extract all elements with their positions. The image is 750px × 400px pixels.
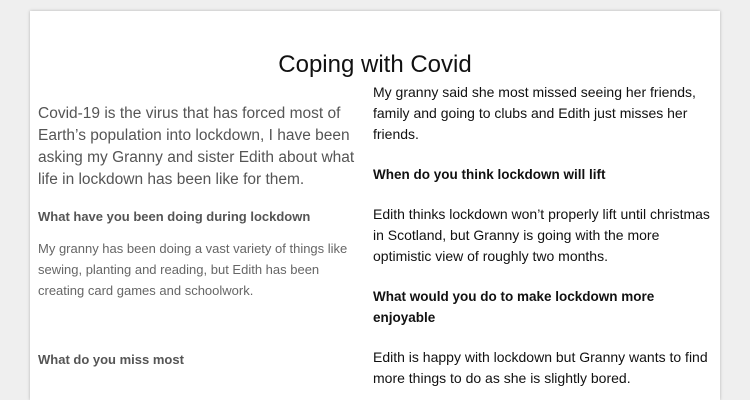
left-column xyxy=(38,103,363,367)
question-heading: What do you miss most xyxy=(38,352,184,367)
answer-paragraph: My granny said she most missed seeing her friends, family and going to clubs and Edith just misses her friends. xyxy=(373,84,696,142)
intro-paragraph: Covid-19 is the virus that has forced most of Earth’s population into lockdown, I have been asking my Granny and sister Edith about what life in lockdown has been like for them. xyxy=(38,105,355,188)
question-heading: When do you think lockdown will lift xyxy=(373,167,606,182)
document-title: Coping with Covid xyxy=(278,51,472,78)
answer-paragraph: My granny has been doing a vast variety of things like sewing, planting and reading, but Edith has been creating card games and schoolwork. xyxy=(38,241,348,298)
right-column xyxy=(373,82,713,389)
question-heading: What have you been doing during lockdown xyxy=(38,209,311,224)
document-page xyxy=(30,11,720,400)
answer-paragraph: Edith thinks lockdown won’t properly lift until christmas in Scotland, but Granny is going with the more optimistic view of roughly two months. xyxy=(373,206,710,264)
answer-paragraph: Edith is happy with lockdown but Granny wants to find more things to do as she is slightly bored. xyxy=(373,349,708,386)
question-heading: What would you do to make lockdown more enjoyable xyxy=(373,289,655,325)
